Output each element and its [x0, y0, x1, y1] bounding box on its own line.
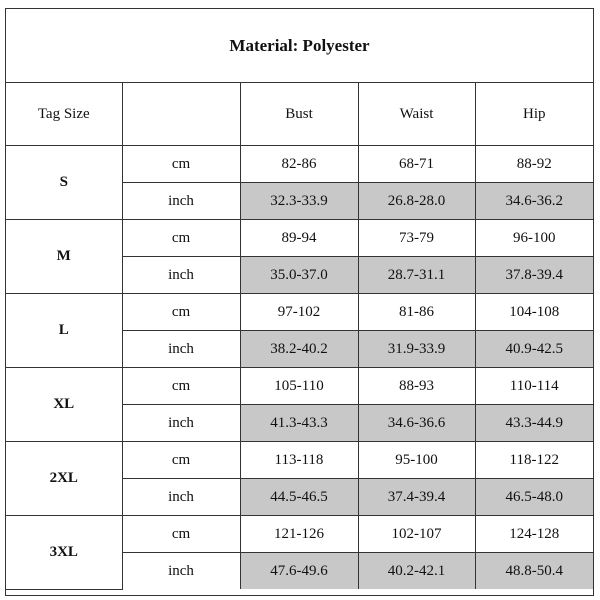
bust-value-cell: 44.5-46.5: [240, 479, 358, 516]
hip-value-cell: 48.8-50.4: [475, 553, 593, 590]
header-tag-size: Tag Size: [6, 83, 122, 146]
hip-value-cell: 37.8-39.4: [475, 257, 593, 294]
header-hip: Hip: [475, 83, 593, 146]
bust-value-cell: 38.2-40.2: [240, 331, 358, 368]
hip-value-cell: 124-128: [475, 516, 593, 553]
unit-cell: inch: [122, 405, 240, 442]
size-chart: [5, 8, 594, 596]
tag-size-cell: 3XL: [6, 516, 122, 590]
hip-value-cell: 110-114: [475, 368, 593, 405]
bust-value-cell: 47.6-49.6: [240, 553, 358, 590]
hip-value-cell: 40.9-42.5: [475, 331, 593, 368]
bust-value-cell: 97-102: [240, 294, 358, 331]
bust-value-cell: 35.0-37.0: [240, 257, 358, 294]
unit-cell: inch: [122, 331, 240, 368]
unit-cell: cm: [122, 368, 240, 405]
header-unit: [122, 83, 240, 146]
bust-value-cell: 41.3-43.3: [240, 405, 358, 442]
bust-value-cell: 105-110: [240, 368, 358, 405]
tag-size-cell: XL: [6, 368, 122, 442]
unit-cell: inch: [122, 257, 240, 294]
size-table: [6, 83, 593, 590]
unit-cell: inch: [122, 553, 240, 590]
hip-value-cell: 88-92: [475, 146, 593, 183]
table-row: [6, 220, 593, 257]
waist-value-cell: 73-79: [358, 220, 475, 257]
hip-value-cell: 104-108: [475, 294, 593, 331]
unit-cell: cm: [122, 294, 240, 331]
waist-value-cell: 28.7-31.1: [358, 257, 475, 294]
hip-value-cell: 34.6-36.2: [475, 183, 593, 220]
unit-cell: cm: [122, 516, 240, 553]
table-row: [6, 442, 593, 479]
waist-value-cell: 37.4-39.4: [358, 479, 475, 516]
waist-value-cell: 34.6-36.6: [358, 405, 475, 442]
waist-value-cell: 40.2-42.1: [358, 553, 475, 590]
table-row: [6, 516, 593, 553]
bust-value-cell: 121-126: [240, 516, 358, 553]
bust-value-cell: 113-118: [240, 442, 358, 479]
unit-cell: cm: [122, 442, 240, 479]
hip-value-cell: 43.3-44.9: [475, 405, 593, 442]
bust-value-cell: 32.3-33.9: [240, 183, 358, 220]
bust-value-cell: 82-86: [240, 146, 358, 183]
waist-value-cell: 95-100: [358, 442, 475, 479]
hip-value-cell: 46.5-48.0: [475, 479, 593, 516]
tag-size-cell: S: [6, 146, 122, 220]
table-row: [6, 294, 593, 331]
waist-value-cell: 68-71: [358, 146, 475, 183]
hip-value-cell: 96-100: [475, 220, 593, 257]
unit-cell: cm: [122, 146, 240, 183]
header-waist: Waist: [358, 83, 475, 146]
unit-cell: inch: [122, 183, 240, 220]
waist-value-cell: 26.8-28.0: [358, 183, 475, 220]
unit-cell: cm: [122, 220, 240, 257]
tag-size-cell: L: [6, 294, 122, 368]
waist-value-cell: 81-86: [358, 294, 475, 331]
chart-title: Material: Polyester: [6, 9, 593, 83]
header-bust: Bust: [240, 83, 358, 146]
waist-value-cell: 102-107: [358, 516, 475, 553]
bust-value-cell: 89-94: [240, 220, 358, 257]
header-row: [6, 83, 593, 146]
waist-value-cell: 88-93: [358, 368, 475, 405]
table-row: [6, 368, 593, 405]
tag-size-cell: 2XL: [6, 442, 122, 516]
waist-value-cell: 31.9-33.9: [358, 331, 475, 368]
table-row: [6, 146, 593, 183]
unit-cell: inch: [122, 479, 240, 516]
hip-value-cell: 118-122: [475, 442, 593, 479]
tag-size-cell: M: [6, 220, 122, 294]
